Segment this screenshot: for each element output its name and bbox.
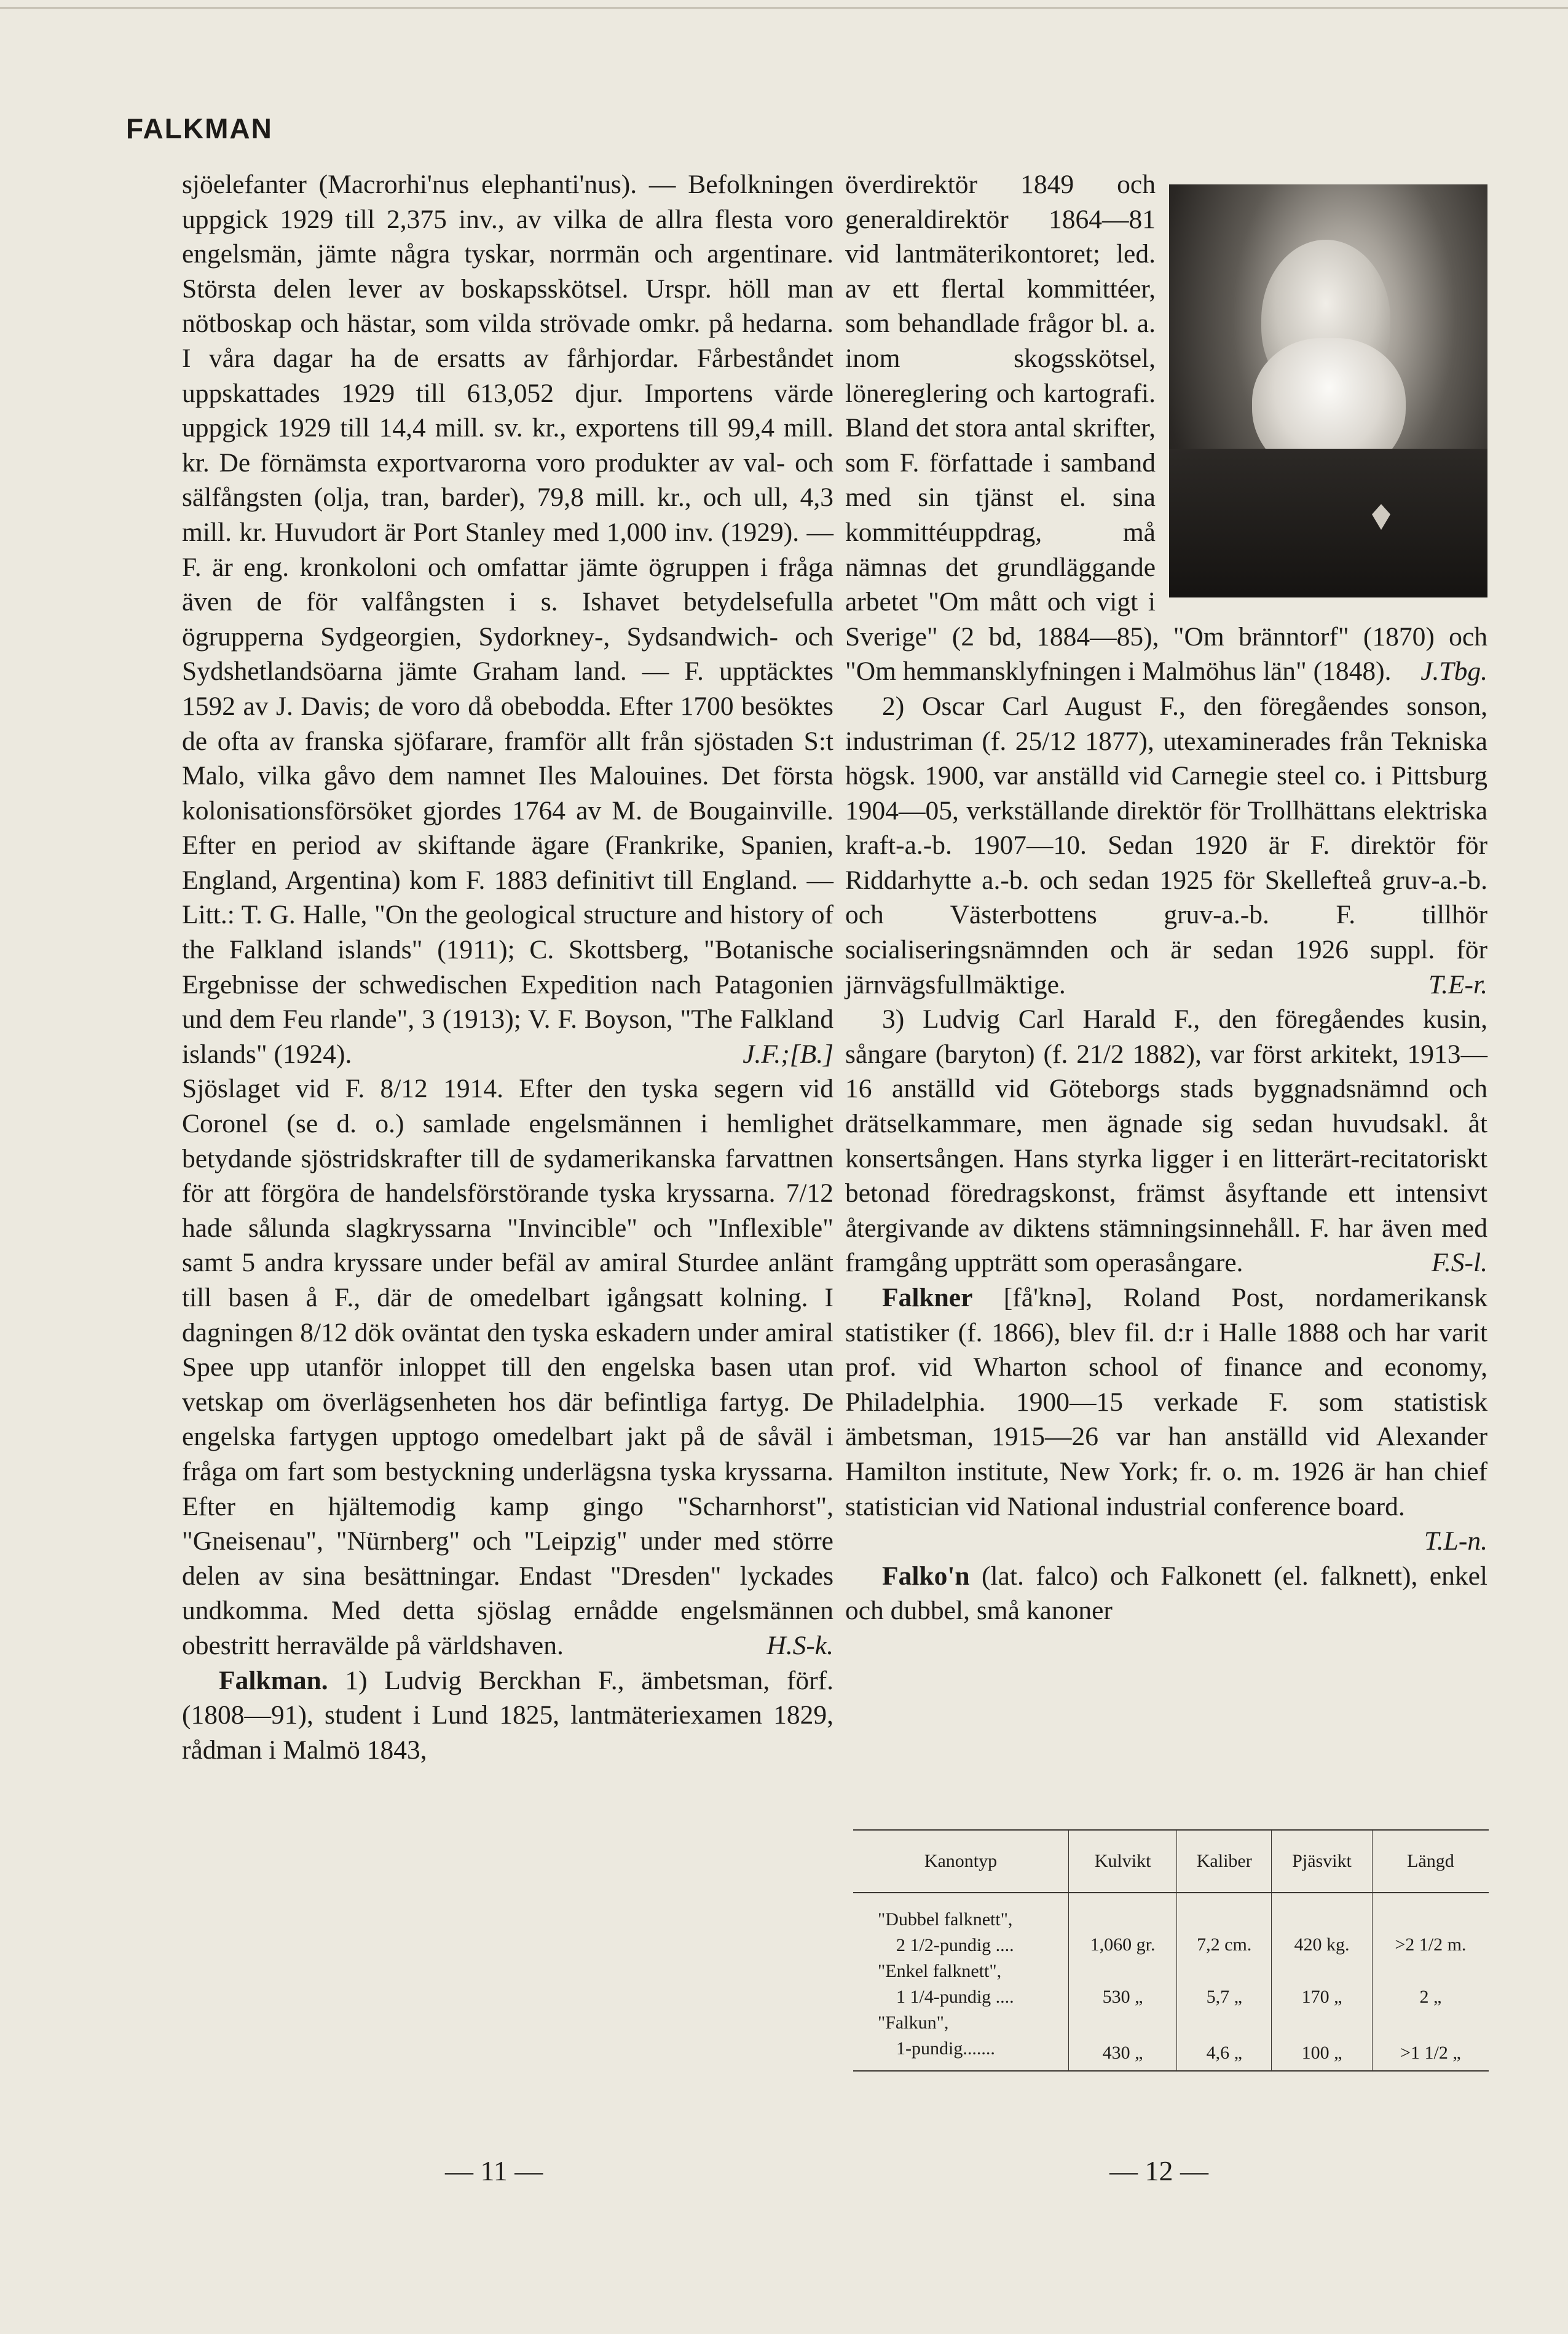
cannon-name: "Enkel falknett", 1 1/4-pundig .... bbox=[878, 1961, 1014, 2007]
falklandsoarna-text: sjöelefanter (Macrorhi'nus elephanti'nus). — Befolkningen uppgick 1929 till 2,375 inv., av vilka de allra flesta voro engelsmän, jämte några tyskar, norrmän och argentinare. Största delen lever av boskapsskötsel. Urspr. höll man nötboskap och hästar, som vilda strövade omkr. på hedarna. I våra dagar ha de ersatts av fårhjordar. Fårbeståndet uppskattades 1929 till 613,052 djur. Importens värde uppgick 1929 till 14,4 mill. sv. kr., exportens till 99,4 mill. kr. De förnämsta exportvarorna voro produkter av val- och sälfångsten (olja, tran, barder), 79,8 mill. kr., och ull, 4,3 mill. kr. Huvudort är Port Stanley med 1,000 inv. (1929). — F. är eng. kronkoloni och omfattar jämte ögruppen i fråga även de för valfångsten i s. Ishavet betydelsefulla ögrupperna Sydgeorgien, Sydorkney-, Sydsandwich- och Sydshetlandsöarna jämte Graham land. — F. upptäcktes 1592 av J. Davis; de voro då obebodda. Efter 1700 besöktes de ofta av franska sjöfarare, framför allt från sjöstaden S:t Malo, vilka gåvo dem namnet Iles Malouines. Det första kolonisationsförsöket gjordes 1764 av M. de Bougainville. Efter en period av skiftande ägare (Frankrike, Spanien, England, Argentina) kom F. 1883 definitivt till England. — Litt.: T. G. Halle, "On the geological structure and history of the Falkland islands" (1911); C. Skottsberg, "Botanische Ergebnisse der schwedischen Expedition nach Patagonien und dem Feu rlande", 3 (1913); V. F. Boyson, "The Falkland islands" (1924). J.F.;[B.] bbox=[182, 167, 833, 1071]
column-header: Kanontyp bbox=[853, 1830, 1069, 1893]
signature: T.L-n. bbox=[1424, 1526, 1487, 1556]
harald-entry: 3) Ludvig Carl Harald F., den föregåendes kusin, sångare (baryton) (f. 21/2 1882), var först arkitekt, 1913—16 anställd vid Göteborgs stads byggnadsnämnd och drätselkammare, men ägnade sig sedan huvudsakl. åt konsertsången. Hans styrka ligger i en litterärt-recitatoriskt betonad föredragskonst, främst åsyftande ett intensivt återgivande av diktens stämningsinnehåll. F. har även med framgång uppträtt som operasångare. F.S-l. bbox=[845, 1002, 1487, 1280]
column-header: Längd bbox=[1372, 1830, 1489, 1893]
column-header: Kaliber bbox=[1177, 1830, 1272, 1893]
running-head: FALKMAN bbox=[126, 112, 273, 144]
signature: T.E-r. bbox=[1428, 969, 1487, 999]
pjasvikt-cell: 100 „ bbox=[1272, 2010, 1372, 2071]
kaliber-cell: 4,6 „ bbox=[1177, 2010, 1272, 2071]
signature: J.Tbg. bbox=[1420, 656, 1487, 687]
cannon-name: "Falkun", 1-pundig....... bbox=[853, 2010, 1069, 2071]
cannon-table bbox=[853, 1829, 1489, 2072]
top-rule bbox=[0, 7, 1568, 9]
pjasvikt-cell: 170 „ bbox=[1272, 1958, 1372, 2010]
langd-cell: >1 1/2 „ bbox=[1372, 2010, 1489, 2071]
table-row bbox=[853, 1958, 1489, 2010]
portrait-image bbox=[1169, 184, 1487, 597]
falkman-entry: Falkman. 1) Ludvig Berckhan F., ämbetsman, förf. (1808—91), student i Lund 1825, lantmäteriexamen 1829, rådman i Malmö 1843, bbox=[182, 1665, 833, 1765]
falkner-entry: Falkner [få'knə], Roland Post, nordamerikansk statistiker (f. 1866), blev fil. d:r i Halle 1888 och har varit prof. vid Wharton school of finance and economy, Philadelphia. 1900—15 verkade F. som statistisk ämbetsman, 1915—26 var han anställd vid Alexander Hamilton institute, New York; fr. o. m. 1926 är han chief statistician vid National industrial conference board. T.L-n. bbox=[845, 1280, 1487, 1524]
page-number-right: — 12 — bbox=[1109, 2155, 1208, 2186]
lemma: Falkman. bbox=[219, 1665, 328, 1695]
langd-cell: >2 1/2 m. bbox=[1372, 1893, 1489, 1958]
kaliber-cell: 7,2 cm. bbox=[1177, 1893, 1272, 1958]
oscar-entry: 2) Oscar Carl August F., den föregåendes sonson, industriman (f. 25/12 1877), utexaminerades från Tekniska högsk. 1900, var anställd vid Carnegie steel co. i Pittsburg 1904—05, verkställande direktör för Trollhättans elektriska kraft-a.-b. 1907—10. Sedan 1920 är F. direktör för Riddarhytte a.-b. och sedan 1925 för Skellefteå gruv-a.-b. och Västerbottens gruv-a.-b. F. tillhör socialiseringsnämnden och är sedan 1926 suppl. för järnvägsfullmäktige. T.E-r. bbox=[845, 689, 1487, 1002]
page-number-left: — 11 — bbox=[445, 2155, 543, 2186]
signature: H.S-k. bbox=[766, 1630, 833, 1660]
lemma: Falkner bbox=[882, 1283, 973, 1312]
table-row bbox=[853, 1893, 1489, 1958]
falkon-entry: Falko'n (lat. falco) och Falkonett (el. falknett), enkel och dubbel, små kanoner bbox=[845, 1561, 1487, 1626]
kulvikt-cell: 530 „ bbox=[1069, 1958, 1177, 2010]
kaliber-cell: 5,7 „ bbox=[1177, 1958, 1272, 2010]
portrait-coat bbox=[1169, 449, 1487, 597]
signature: J.F.;[B.] bbox=[743, 1039, 833, 1069]
cannon-name: "Dubbel falknett", 2 1/2-pundig .... bbox=[878, 1909, 1014, 1955]
left-column bbox=[182, 167, 833, 1767]
falkman-continued: överdirektör 1849 och generaldirektör 1864—81 vid lantmäterikontoret; led. av ett flertal kommittéer, som behandlade frågor bl. a. inom skogsskötsel, lönereglering och kartografi. Bland det stora antal skrifter, som F. författade i samband med sin tjänst el. sina kommittéuppdrag, må nämnas det grundläggande arbetet "Om mått och vigt i Sverige" (2 bd, 1884—85), "Om bränntorf" (1870) och "Om hemmansklyfningen i Malmöhus län" (1848). J.Tbg. bbox=[845, 167, 1487, 689]
kulvikt-cell: 430 „ bbox=[1069, 2010, 1177, 2071]
table-header-row bbox=[853, 1830, 1489, 1893]
signature: F.S-l. bbox=[1431, 1248, 1487, 1278]
kulvikt-cell: 1,060 gr. bbox=[1069, 1893, 1177, 1958]
table-row bbox=[853, 2010, 1489, 2071]
column-header: Pjäsvikt bbox=[1272, 1830, 1372, 1893]
sjoslaget-text: Sjöslaget vid F. 8/12 1914. Efter den tyska segern vid Coronel (se d. o.) samlade engelsmännen i hemlighet betydande sjöstridskrafter till de sydamerikanska farvattnen för att förgöra de handelsförstörande tyska kryssarna. 7/12 hade sålunda slagkryssarna "Invincible" och "Inflexible" samt 5 andra kryssare under befäl av amiral Sturdee anlänt till basen å F., där de omedelbart igångsatt kolning. I dagningen 8/12 dök oväntat den tyska eskadern under amiral Spee upp utanför inloppet till den engelska basen utan vetskap om överlägsenheten hos där befintliga fartyg. De engelska fartygen upptogo omedelbart jakt på de såväl i fråga om fart som bestyckning underlägsna tyska kryssarna. Efter en hjältemodig kamp gingo "Scharnhorst", "Gneisenau", "Nürnberg" och "Leipzig" under med större delen av sina besättningar. Endast "Dresden" lyckades undkomma. Med detta sjöslag ernådde engelsmännen obestritt herravälde på världshaven. H.S-k. bbox=[182, 1071, 833, 1663]
column-header: Kulvikt bbox=[1069, 1830, 1177, 1893]
pjasvikt-cell: 420 kg. bbox=[1272, 1893, 1372, 1958]
langd-cell: 2 „ bbox=[1372, 1958, 1489, 2010]
right-column bbox=[845, 167, 1487, 1628]
lemma: Falko'n bbox=[882, 1561, 970, 1591]
